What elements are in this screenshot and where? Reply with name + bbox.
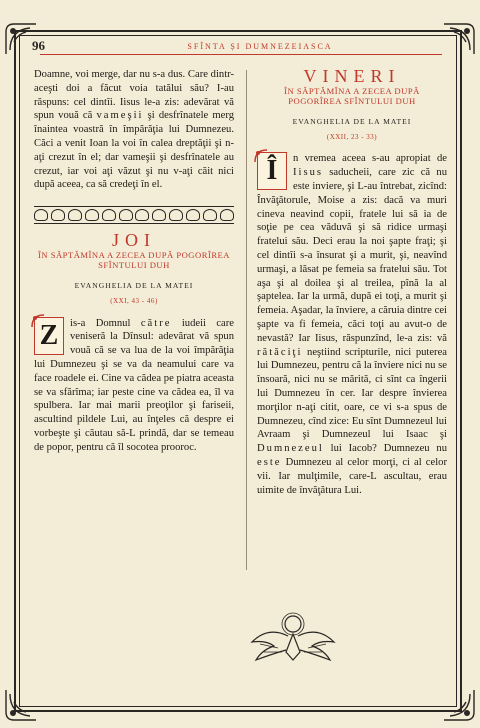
spaced-word: rătăciţi — [257, 346, 303, 358]
left-column — [34, 68, 234, 455]
spaced-word: Dumnezeul — [257, 443, 324, 455]
column-divider — [246, 70, 247, 570]
gospel-text: saducheii, care zic că nu este inviere, şi L-au întrebat, zicînd: Învăţătorule, Moise a zis: dacă va muri cineva neavind copii, fratele lui să ia de soţie pe cea văduvă şi să ridice urmaşi fratelui său. Deci erau la noi şapte fraţi; şi cel dintîi s-a însurat şi a murit, şi, neavînd urmaşi, a lăsat pe femeia sa fratelui său. Tot aşa şi al doilea şi al treilea, pînă la al şaptelea. Iar la urmă, după ei toţi, a murit şi femeia. Aşadar, la înviere, a căruia dintre cei şapte va fi femeia, căci toţi au avut-o de nevastă? Iar Iisus, răspunzînd, le-a zis: vă — [257, 167, 447, 344]
ornament-band-icon — [34, 206, 234, 224]
spaced-word: vameşii — [96, 110, 144, 122]
gospel-heading: EVANGHELIA DE LA MATEI — [74, 280, 194, 290]
page-header — [0, 38, 480, 58]
right-column — [257, 66, 447, 497]
header-rule — [40, 54, 442, 55]
spaced-word: Iisus — [293, 167, 324, 179]
section-title-vineri: VINERI — [303, 66, 401, 86]
running-title: SFÎNTA ȘI DUMNEZEIASCA — [187, 42, 333, 51]
gospel-text-rest: Dumnezeu al celor morţi, ci al celor vii. Iar mulţimile, care-L ascultau, erau uimite de învăţătura Lui. — [257, 456, 447, 496]
section-title-joi: JOI — [112, 230, 156, 251]
scripture-reference: (XXI, 43 - 46) — [110, 296, 158, 305]
intro-paragraph — [34, 68, 234, 192]
corner-ornament-icon — [442, 688, 476, 722]
gospel-paragraph — [34, 317, 234, 455]
page-number: 96 — [32, 38, 45, 53]
gospel-text: is-a Domnul — [70, 317, 131, 329]
gospel-text-rest: iudeii care veniseră la Dînsul: adevărat vă spun vouă că se va lua de la voi împărăţia lui Dumnezeu şi se va da neamului care va face roadele ei. Cine va cădea pe piatra aceasta se va sfărîma; iar peste cine va cădea ea, îl va spulbera. Iar mai marii preoţilor şi fariseii, ascultind pildele Lui, au înţeles că despre ei vorbeşte şi căutau să-L prindă, dar se temeau de popor, pentru că îl socotea prooroc. — [34, 317, 234, 453]
spaced-word: către — [140, 317, 172, 329]
intro-text-rest: şi desfrînatele merg înaintea voastră în împărăţia lui Dumnezeu. Căci a venit Ioan la voi în calea dreptăţii şi n-aţi crezut în el; dar vameşii şi desfrînatele au crezut, iar voi aţi văzut şi nu v-aţi căit nici după aceea, ca să credeţi în el. — [34, 110, 234, 191]
scripture-reference: (XXII, 23 - 33) — [326, 132, 378, 141]
angel-seraph-icon — [248, 602, 338, 672]
section-subtitle: ÎN SĂPTĂMÎNA A ZECEA DUPĂ POGORÎREA SFÎNTULUI DUH — [37, 249, 231, 271]
gospel-text: n vremea aceea s-au apropiat de — [293, 153, 447, 165]
gospel-text: neştiind scripturile, nici puterea lui Dumnezeu, pentru că la înviere nici nu se însoară, nici nu se mărită, ci sînt ca îngerii lui Dumnezeu în cer. Iar despre învierea morţilor n-aţi citit, oare, ce vi s-a spus de Dumnezeu, cînd zice: Eu sînt Dumnezeul lui Avraam şi Dumnezeul lui Isaac şi — [257, 346, 447, 441]
gospel-paragraph — [257, 152, 447, 497]
dropcap-letter: Z — [39, 319, 59, 351]
section-subtitle: ÎN SĂPTĂMÎNA A ZECEA DUPĂ POGORÎREA SFÎNTULUI DUH — [284, 85, 420, 107]
gospel-text: lui Iacob? Dumnezeu nu — [330, 443, 447, 455]
dropcap-box — [34, 317, 64, 355]
intro-text: Doamne, voi merge, dar nu s-a dus. Care dintr-aceşti doi a făcut voia tatălui său? I-au răspuns: cel dintîi. Iisus le-a zis: adevărat vă spun vouă că — [34, 69, 234, 122]
gospel-heading: EVANGHELIA DE LA MATEI — [292, 116, 412, 126]
dropcap-box — [257, 152, 287, 190]
corner-ornament-icon — [4, 688, 38, 722]
dropcap-letter: Î — [266, 155, 278, 187]
spaced-word: este — [257, 456, 282, 468]
